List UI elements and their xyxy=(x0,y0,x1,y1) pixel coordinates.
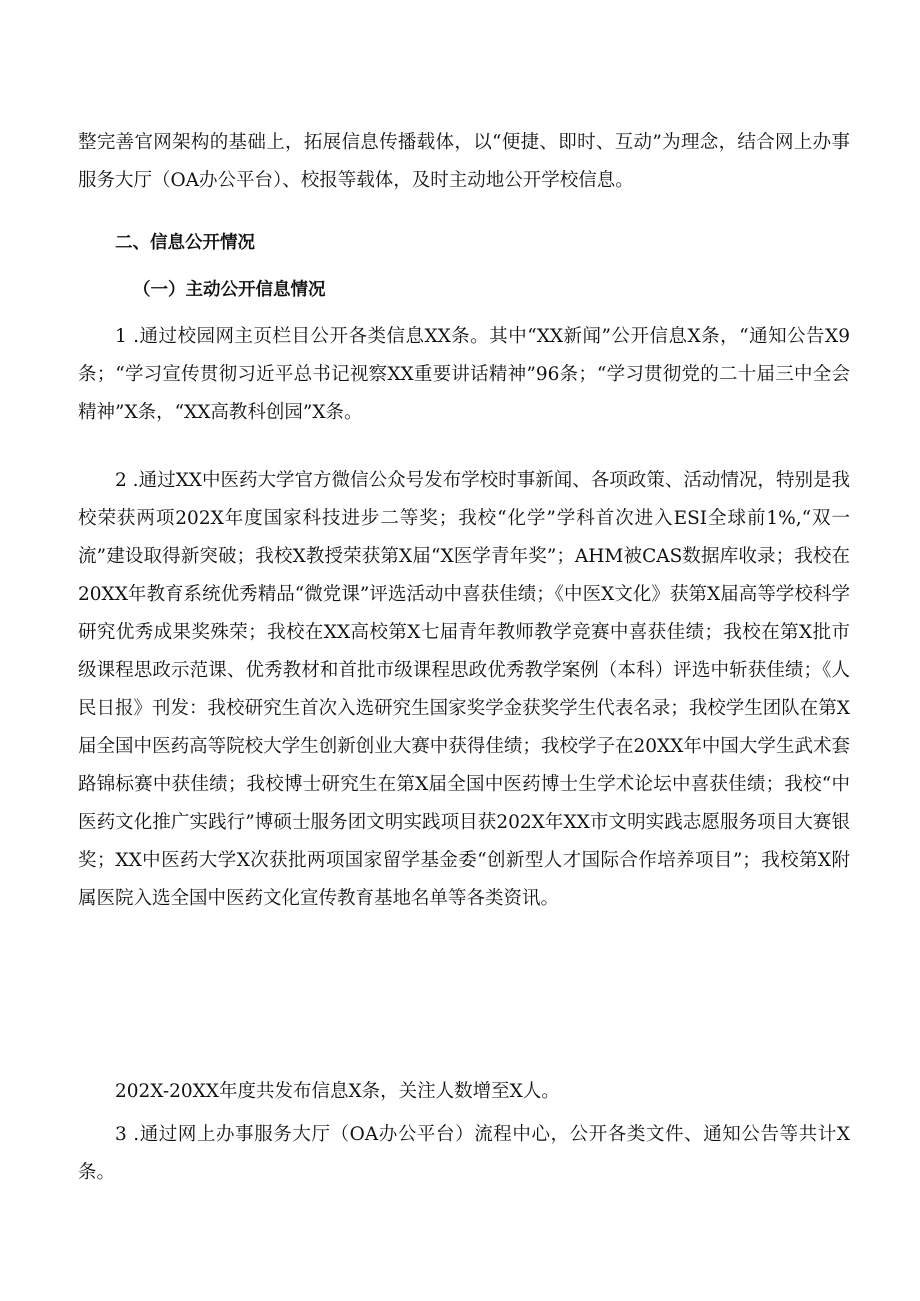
intro-paragraph: 整完善官网架构的基础上，拓展信息传播载体，以“便捷、即时、互动”为理念，结合网上办事服务大厅（OA办公平台）、校报等载体，及时主动地公开学校信息。 xyxy=(78,132,850,191)
section-heading: 二、信息公开情况 xyxy=(115,233,255,253)
subsection-heading: （一）主动公开信息情况 xyxy=(133,280,326,300)
item-1-paragraph: 1 .通过校园网主页栏目公开各类信息XX条。其中“XX新闻”公开信息X条，“通知公告X9条；“学习宣传贯彻习近平总书记视察XX重要讲话精神”96条；“学习贯彻党的二十届三中全会精神”X条，“XX高教科创园”X条。 xyxy=(78,326,850,423)
item-2-summary: 202X-20XX年度共发布信息X条，关注人数增至X人。 xyxy=(115,1081,560,1102)
item-3-paragraph: 3 .通过网上办事服务大厅（OA办公平台）流程中心，公开各类文件、通知公告等共计X条。 xyxy=(78,1124,850,1183)
item-2-paragraph: 2 .通过XX中医药大学官方微信公众号发布学校时事新闻、各项政策、活动情况，特别是我校荣获两项202X年度国家科技进步二等奖；我校“化学”学科首次进入ESI全球前1%,“双一流”建设取得新突破；我校X教授荣获第X届“X医学青年奖”；AHM被CAS数据库收录；我校在20XX年教育系统优秀精品“微党课”评选活动中喜获佳绩；《中医X文化》获第X届高等学校科学研究优秀成果奖殊荣；我校在XX高校第X七届青年教师教学竞赛中喜获佳绩；我校在第X批市级课程思政示范课、优秀教材和首批市级课程思政优秀教学案例（本科）评选中斩获佳绩；《人民日报》刊发：我校研究生首次入选研究生国家奖学金获奖学生代表名录；我校学生团队在第X届全国中医药高等院校大学生创新创业大赛中获得佳绩；我校学子在20XX年中国大学生武术套路锦标赛中获佳绩；我校博士研究生在第X届全国中医药博士生学术论坛中喜获佳绩；我校“中医药文化推广实践行”博硕士服务团文明实践项目获202X年XX市文明实践志愿服务项目大赛银奖；XX中医药大学X次获批两项国家留学基金委“创新型人才国际合作培养项目”；我校第X附属医院入选全国中医药文化宣传教育基地名单等各类资讯。 xyxy=(78,470,850,909)
